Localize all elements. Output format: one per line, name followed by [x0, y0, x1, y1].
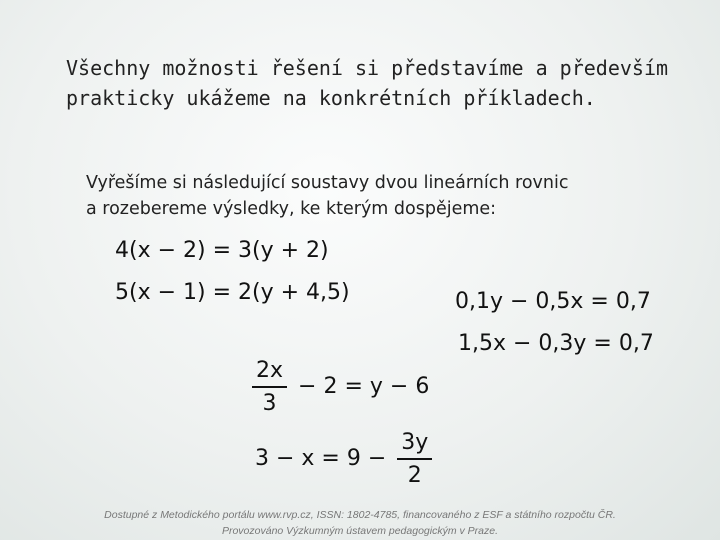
system1-equation-1: 4(x − 2) = 3(y + 2)	[115, 238, 329, 263]
fraction-denominator: 3	[262, 391, 277, 416]
system3-equation-1	[248, 358, 429, 416]
subtitle-line-1: Vyřešíme si následující soustavy dvou lineárních rovnic	[86, 173, 569, 193]
system2-equation-1: 0,1y − 0,5x = 0,7	[455, 289, 651, 314]
equation-lhs: 3 − x = 9 −	[255, 446, 387, 471]
title-line-1: Všechny možnosti řešení si představíme a především	[66, 56, 669, 80]
fraction	[252, 358, 287, 416]
equation-rest: − 2 = y − 6	[298, 374, 430, 399]
system2-equation-2: 1,5x − 0,3y = 0,7	[458, 331, 654, 356]
subtitle-line-2: a rozebereme výsledky, ke kterým dospějeme:	[86, 199, 497, 219]
fraction-numerator: 2x	[252, 358, 287, 388]
footer-line-1: Dostupné z Metodického portálu www.rvp.cz, ISSN: 1802-4785, financovaného z ESF a státního rozpočtu ČR.	[104, 509, 616, 521]
footer-line-2: Provozováno Výzkumným ústavem pedagogickým v Praze.	[221, 525, 499, 537]
title-line-2: prakticky ukážeme na konkrétních příkladech.	[66, 86, 596, 110]
slide-title	[66, 53, 706, 113]
fraction-numerator: 3y	[397, 430, 432, 460]
system3-equation-2	[255, 430, 436, 488]
slide-subtitle	[86, 170, 686, 222]
fraction-denominator: 2	[407, 463, 422, 488]
fraction	[397, 430, 432, 488]
slide-footer	[60, 507, 660, 539]
system1-equation-2: 5(x − 1) = 2(y + 4,5)	[115, 280, 350, 305]
